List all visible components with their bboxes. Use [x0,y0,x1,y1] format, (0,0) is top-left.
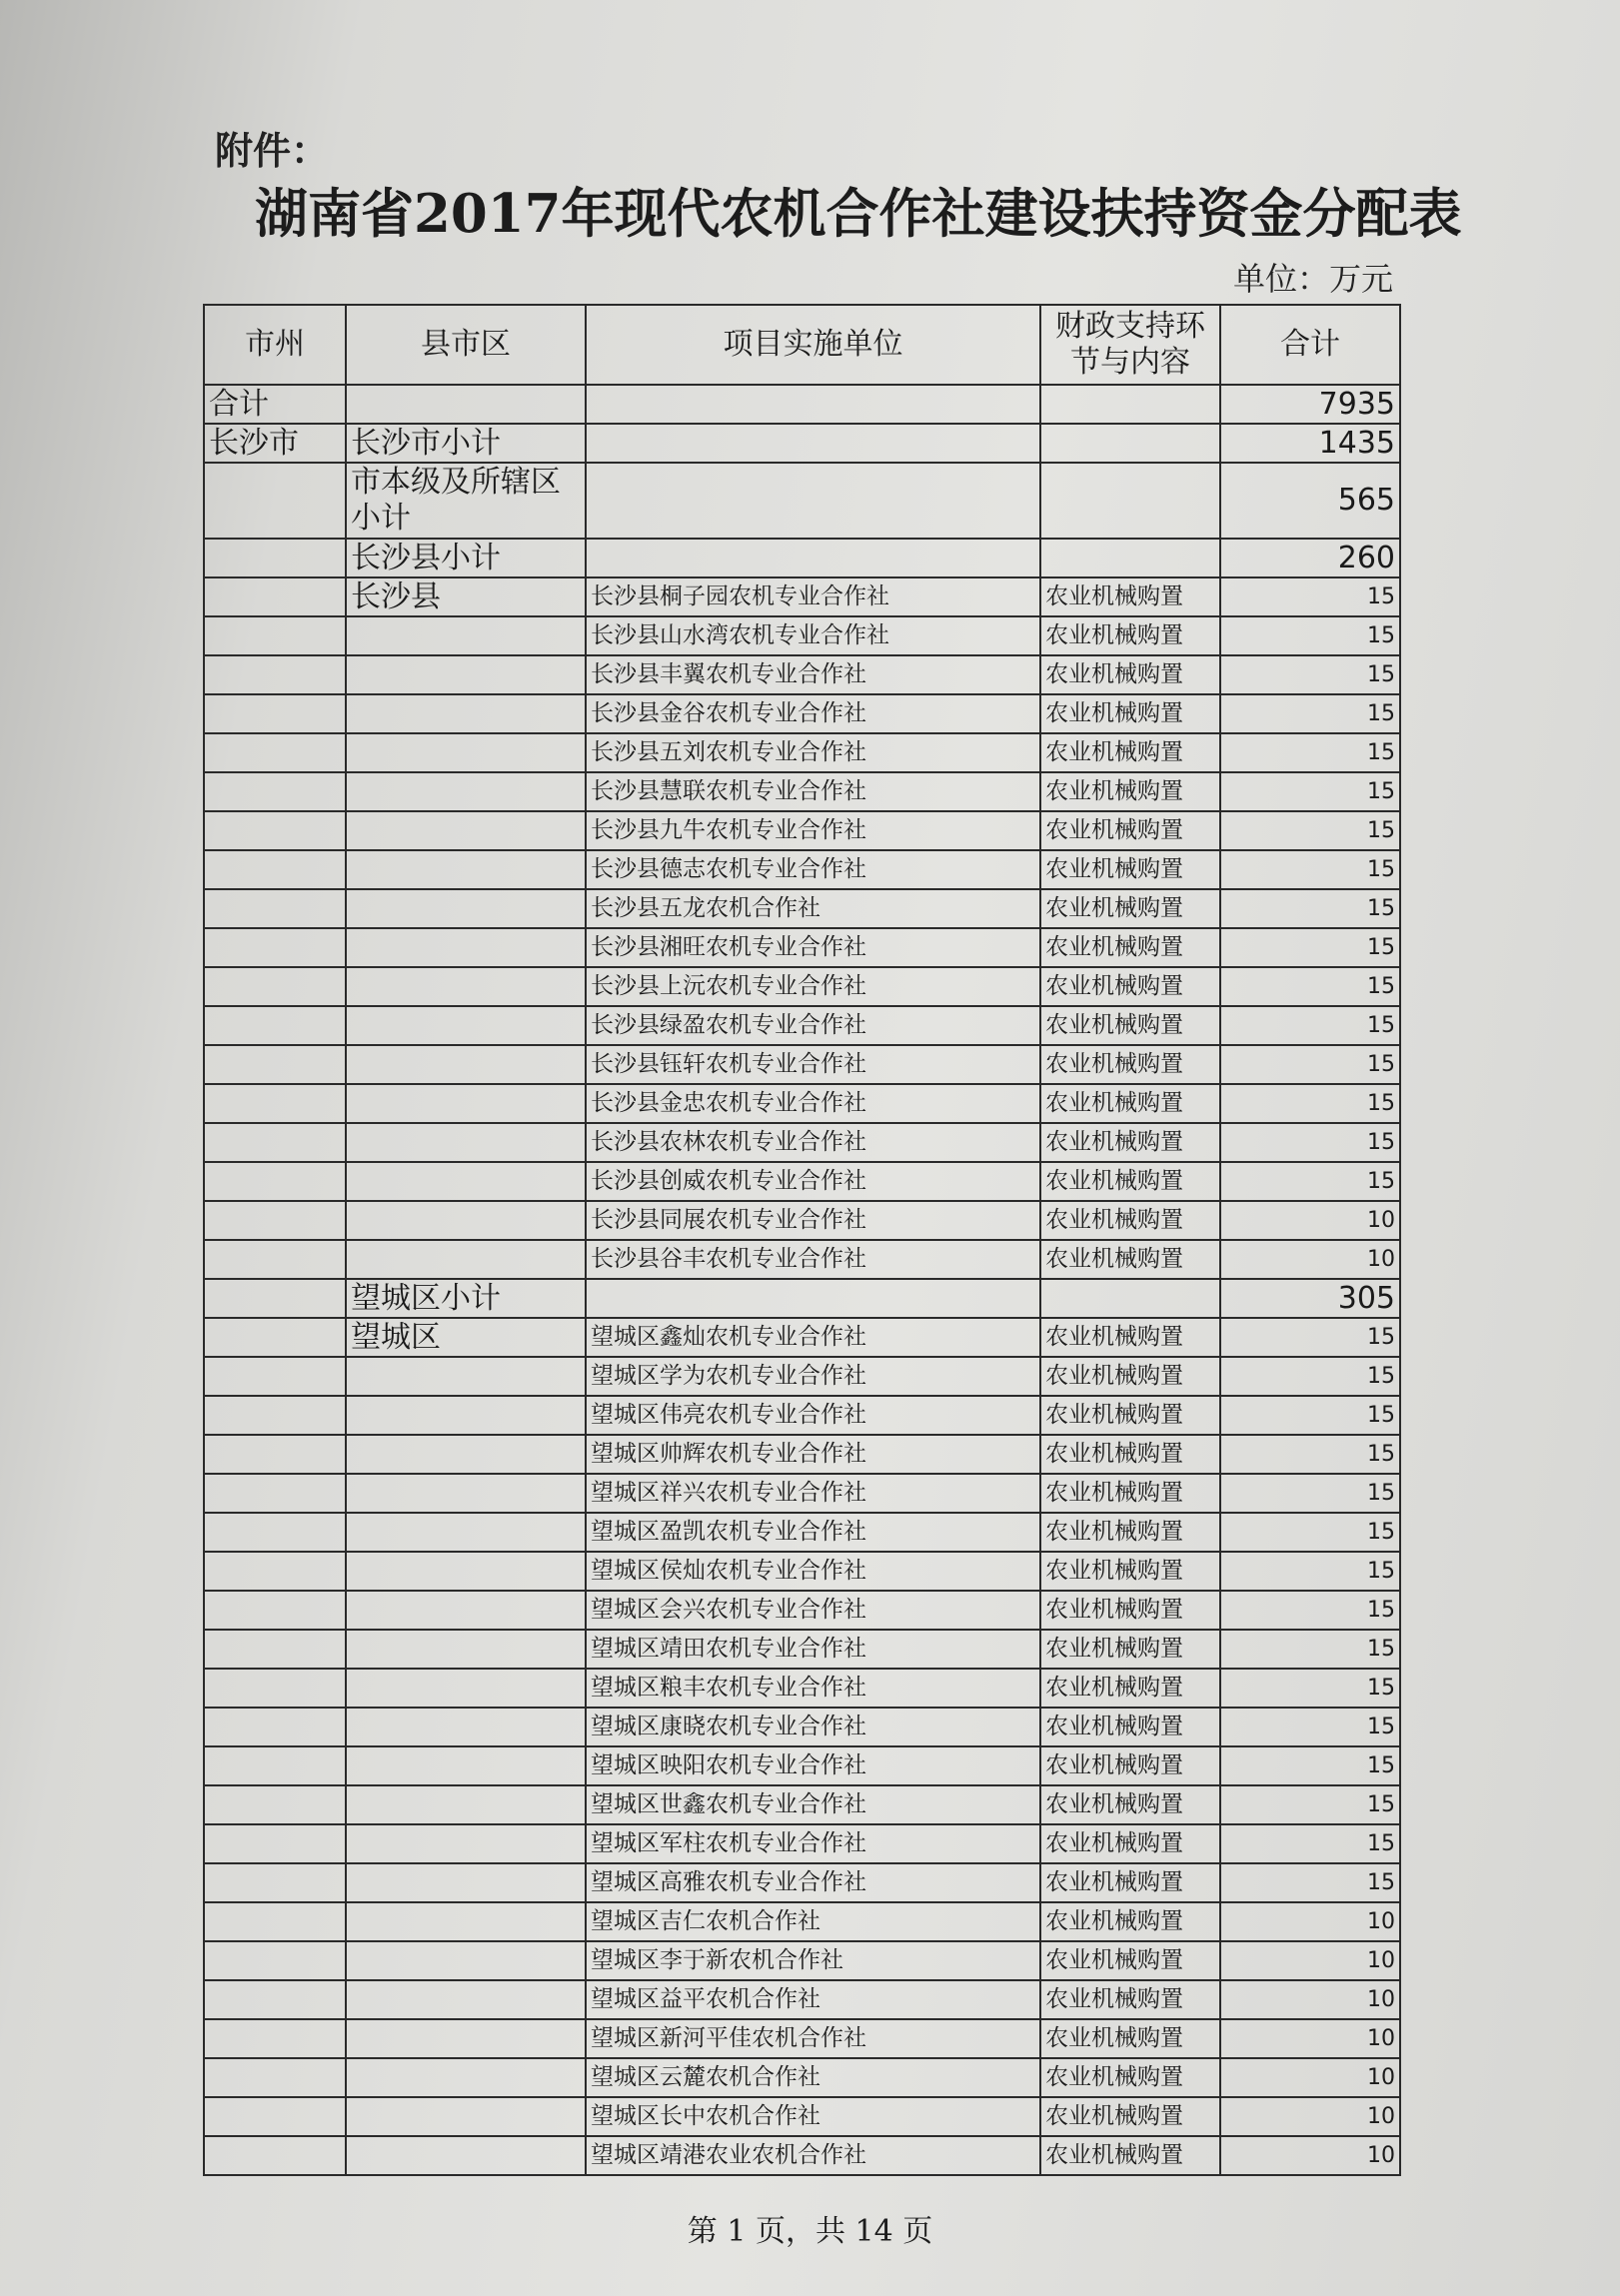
table-row [204,2019,1400,2058]
amount: 15 [1220,733,1400,772]
table-row [204,1669,1400,1708]
empty-cell [204,1474,346,1513]
amount: 15 [1220,577,1400,616]
empty-cell [204,1863,346,1902]
amount: 15 [1220,1084,1400,1123]
unit-name: 长沙县慧联农机专业合作社 [586,772,1040,811]
unit-name: 长沙县九牛农机专业合作社 [586,811,1040,850]
empty-cell [346,2136,586,2175]
support-content: 农业机械购置 [1040,1630,1220,1669]
empty-cell [346,1552,586,1591]
empty-cell [204,655,346,694]
empty-cell [204,850,346,889]
unit-name: 望城区盈凯农机专业合作社 [586,1513,1040,1552]
support-content: 农业机械购置 [1040,1045,1220,1084]
unit-name: 望城区靖田农机专业合作社 [586,1630,1040,1669]
empty-cell [346,1435,586,1474]
amount: 10 [1220,1201,1400,1240]
amount: 15 [1220,850,1400,889]
table-row [204,2136,1400,2175]
empty-cell [346,1201,586,1240]
unit-name: 望城区粮丰农机专业合作社 [586,1669,1040,1708]
city-subtotal-label: 长沙市小计 [346,424,586,463]
unit-name: 长沙县五刘农机专业合作社 [586,733,1040,772]
table-header-row [204,305,1400,385]
unit-name: 长沙县钰轩农机专业合作社 [586,1045,1040,1084]
attachment-label: 附件： [215,129,330,173]
empty-cell [204,616,346,655]
table-row [204,616,1400,655]
empty-cell [204,928,346,967]
amount: 10 [1220,1980,1400,2019]
support-content: 农业机械购置 [1040,2097,1220,2136]
unit-name: 长沙县金谷农机专业合作社 [586,694,1040,733]
support-content: 农业机械购置 [1040,1474,1220,1513]
empty-cell [204,1318,346,1357]
unit-name: 望城区吉仁农机合作社 [586,1902,1040,1941]
amount: 15 [1220,1357,1400,1396]
unit-name: 望城区云麓农机合作社 [586,2058,1040,2097]
amount: 15 [1220,1006,1400,1045]
empty-cell [346,1162,586,1201]
empty-cell [204,1785,346,1824]
empty-cell [346,1863,586,1902]
municipal-subtotal-row [204,463,1400,539]
empty-cell [586,539,1040,577]
empty-cell [204,1902,346,1941]
unit-name: 望城区世鑫农机专业合作社 [586,1785,1040,1824]
header-city: 市州 [204,305,346,385]
amount: 15 [1220,928,1400,967]
table-row [204,2058,1400,2097]
empty-cell [346,1941,586,1980]
table-row [204,1863,1400,1902]
header-content: 财政支持环节与内容 [1040,305,1220,385]
support-content: 农业机械购置 [1040,1863,1220,1902]
empty-cell [586,424,1040,463]
county-subtotal-label: 长沙县小计 [346,539,586,577]
empty-cell [346,1630,586,1669]
amount: 15 [1220,1162,1400,1201]
amount: 15 [1220,1785,1400,1824]
table-body [204,385,1400,2175]
amount: 10 [1220,2019,1400,2058]
amount: 15 [1220,1435,1400,1474]
unit-name: 长沙县金忠农机专业合作社 [586,1084,1040,1123]
empty-cell [346,1902,586,1941]
empty-cell [346,811,586,850]
unit-name: 长沙县山水湾农机专业合作社 [586,616,1040,655]
amount: 15 [1220,1474,1400,1513]
empty-cell [204,1630,346,1669]
grand-total-label: 合计 [204,385,346,424]
support-content: 农业机械购置 [1040,1513,1220,1552]
table-row [204,1474,1400,1513]
empty-cell [204,772,346,811]
table-row [204,1240,1400,1279]
empty-cell [204,1162,346,1201]
amount: 15 [1220,1708,1400,1746]
unit-name: 望城区军柱农机专业合作社 [586,1824,1040,1863]
empty-cell [204,577,346,616]
table-row [204,967,1400,1006]
table-row [204,1201,1400,1240]
unit-name: 望城区高雅农机专业合作社 [586,1863,1040,1902]
support-content: 农业机械购置 [1040,733,1220,772]
county-subtotal-row [204,539,1400,577]
empty-cell [586,385,1040,424]
amount: 15 [1220,1552,1400,1591]
support-content: 农业机械购置 [1040,1902,1220,1941]
table-row [204,655,1400,694]
empty-cell [204,1240,346,1279]
unit-name: 长沙县创威农机专业合作社 [586,1162,1040,1201]
empty-cell [204,1201,346,1240]
amount: 15 [1220,694,1400,733]
table-row [204,1318,1400,1357]
support-content: 农业机械购置 [1040,1318,1220,1357]
table-row [204,694,1400,733]
unit-name: 长沙县上沅农机专业合作社 [586,967,1040,1006]
page-footer: 第 1 页，共 14 页 [687,2214,933,2249]
amount: 10 [1220,2136,1400,2175]
table-row [204,1396,1400,1435]
support-content: 农业机械购置 [1040,1552,1220,1591]
table-row [204,1084,1400,1123]
empty-cell [346,616,586,655]
empty-cell [346,1240,586,1279]
empty-cell [204,694,346,733]
support-content: 农业机械购置 [1040,655,1220,694]
empty-cell [204,1708,346,1746]
unit-name: 望城区学为农机专业合作社 [586,1357,1040,1396]
empty-cell [1040,463,1220,539]
support-content: 农业机械购置 [1040,1084,1220,1123]
empty-cell [204,2019,346,2058]
unit-name: 长沙县农林农机专业合作社 [586,1123,1040,1162]
empty-cell [346,1708,586,1746]
empty-cell [346,967,586,1006]
empty-cell [204,1435,346,1474]
header-county: 县市区 [346,305,586,385]
support-content: 农业机械购置 [1040,1240,1220,1279]
empty-cell [346,694,586,733]
empty-cell [586,463,1040,539]
table-row [204,1123,1400,1162]
empty-cell [204,1084,346,1123]
amount: 15 [1220,655,1400,694]
empty-cell [1040,424,1220,463]
table-row [204,1902,1400,1941]
amount: 15 [1220,1630,1400,1669]
unit-name: 长沙县五龙农机合作社 [586,889,1040,928]
amount: 15 [1220,772,1400,811]
empty-cell [204,1045,346,1084]
empty-cell [346,928,586,967]
support-content: 农业机械购置 [1040,1006,1220,1045]
support-content: 农业机械购置 [1040,1941,1220,1980]
unit-name: 望城区映阳农机专业合作社 [586,1746,1040,1785]
table-row [204,889,1400,928]
empty-cell [346,1513,586,1552]
unit-name: 长沙县丰翼农机专业合作社 [586,655,1040,694]
county-subtotal-row [204,1279,1400,1318]
table-row [204,1941,1400,1980]
municipal-subtotal-label: 市本级及所辖区小计 [346,463,586,539]
support-content: 农业机械购置 [1040,889,1220,928]
empty-cell [204,1513,346,1552]
empty-cell [346,733,586,772]
amount: 15 [1220,1863,1400,1902]
unit-name: 长沙县同展农机专业合作社 [586,1201,1040,1240]
unit-name: 长沙县德志农机专业合作社 [586,850,1040,889]
empty-cell [346,1591,586,1630]
empty-cell [346,889,586,928]
empty-cell [204,1279,346,1318]
empty-cell [1040,539,1220,577]
empty-cell [204,967,346,1006]
empty-cell [204,1941,346,1980]
support-content: 农业机械购置 [1040,850,1220,889]
empty-cell [204,1591,346,1630]
empty-cell [346,2058,586,2097]
support-content: 农业机械购置 [1040,1669,1220,1708]
empty-cell [204,1006,346,1045]
amount: 10 [1220,1902,1400,1941]
unit-name: 长沙县桐子园农机专业合作社 [586,577,1040,616]
empty-cell [346,772,586,811]
grand-total-row [204,385,1400,424]
support-content: 农业机械购置 [1040,1357,1220,1396]
unit-label: 单位：万元 [1232,260,1393,298]
table-row [204,1630,1400,1669]
municipal-subtotal-value: 565 [1220,463,1400,539]
amount: 10 [1220,1240,1400,1279]
empty-cell [346,1669,586,1708]
unit-name: 长沙县绿盈农机专业合作社 [586,1006,1040,1045]
support-content: 农业机械购置 [1040,1435,1220,1474]
unit-name: 望城区会兴农机专业合作社 [586,1591,1040,1630]
header-total: 合计 [1220,305,1400,385]
amount: 15 [1220,1746,1400,1785]
table-row [204,1045,1400,1084]
unit-name: 望城区新河平佳农机合作社 [586,2019,1040,2058]
empty-cell [346,850,586,889]
support-content: 农业机械购置 [1040,1201,1220,1240]
unit-name: 望城区益平农机合作社 [586,1980,1040,2019]
unit-name: 望城区祥兴农机专业合作社 [586,1474,1040,1513]
support-content: 农业机械购置 [1040,2019,1220,2058]
unit-name: 长沙县湘旺农机专业合作社 [586,928,1040,967]
support-content: 农业机械购置 [1040,811,1220,850]
support-content: 农业机械购置 [1040,1708,1220,1746]
amount: 15 [1220,1824,1400,1863]
city-subtotal-row [204,424,1400,463]
table-row [204,733,1400,772]
empty-cell [204,2058,346,2097]
city-subtotal-value: 1435 [1220,424,1400,463]
empty-cell [346,1396,586,1435]
amount: 15 [1220,1396,1400,1435]
amount: 15 [1220,1123,1400,1162]
table-row [204,1357,1400,1396]
county-name: 望城区 [346,1318,586,1357]
county-subtotal-value: 305 [1220,1279,1400,1318]
table-row [204,928,1400,967]
amount: 15 [1220,1513,1400,1552]
support-content: 农业机械购置 [1040,772,1220,811]
empty-cell [346,1474,586,1513]
unit-name: 望城区康晓农机专业合作社 [586,1708,1040,1746]
county-subtotal-value: 260 [1220,539,1400,577]
empty-cell [346,2019,586,2058]
county-subtotal-label: 望城区小计 [346,1279,586,1318]
table-row [204,1824,1400,1863]
table-row [204,2097,1400,2136]
unit-name: 望城区长中农机合作社 [586,2097,1040,2136]
support-content: 农业机械购置 [1040,1396,1220,1435]
table-row [204,850,1400,889]
table-row [204,1746,1400,1785]
city-name: 长沙市 [204,424,346,463]
support-content: 农业机械购置 [1040,1785,1220,1824]
empty-cell [204,733,346,772]
empty-cell [204,1746,346,1785]
county-name: 长沙县 [346,577,586,616]
empty-cell [346,1123,586,1162]
amount: 10 [1220,2058,1400,2097]
amount: 10 [1220,1941,1400,1980]
amount: 15 [1220,1318,1400,1357]
amount: 15 [1220,811,1400,850]
empty-cell [586,1279,1040,1318]
table-row [204,811,1400,850]
amount: 15 [1220,1669,1400,1708]
support-content: 农业机械购置 [1040,928,1220,967]
empty-cell [346,1980,586,2019]
empty-cell [346,1006,586,1045]
empty-cell [346,2097,586,2136]
amount: 15 [1220,1045,1400,1084]
table-row [204,1980,1400,2019]
table-row [204,1552,1400,1591]
grand-total-value: 7935 [1220,385,1400,424]
unit-name: 望城区侯灿农机专业合作社 [586,1552,1040,1591]
empty-cell [346,1084,586,1123]
support-content: 农业机械购置 [1040,1162,1220,1201]
table-row [204,577,1400,616]
amount: 15 [1220,1591,1400,1630]
empty-cell [204,2136,346,2175]
unit-name: 长沙县谷丰农机专业合作社 [586,1240,1040,1279]
table-row [204,772,1400,811]
allocation-table [203,304,1401,2176]
amount: 15 [1220,616,1400,655]
empty-cell [346,385,586,424]
empty-cell [204,1123,346,1162]
empty-cell [346,1045,586,1084]
amount: 10 [1220,2097,1400,2136]
empty-cell [346,1746,586,1785]
unit-name: 望城区鑫灿农机专业合作社 [586,1318,1040,1357]
unit-name: 望城区帅辉农机专业合作社 [586,1435,1040,1474]
empty-cell [346,1357,586,1396]
empty-cell [1040,1279,1220,1318]
support-content: 农业机械购置 [1040,1824,1220,1863]
support-content: 农业机械购置 [1040,2058,1220,2097]
header-unit: 项目实施单位 [586,305,1040,385]
table-row [204,1785,1400,1824]
table-row [204,1162,1400,1201]
empty-cell [204,889,346,928]
empty-cell [346,1824,586,1863]
table-row [204,1513,1400,1552]
empty-cell [204,463,346,539]
table-row [204,1435,1400,1474]
empty-cell [204,1980,346,2019]
table-row [204,1708,1400,1746]
support-content: 农业机械购置 [1040,616,1220,655]
support-content: 农业机械购置 [1040,2136,1220,2175]
empty-cell [346,655,586,694]
table-row [204,1591,1400,1630]
empty-cell [204,811,346,850]
unit-name: 望城区李于新农机合作社 [586,1941,1040,1980]
empty-cell [346,1785,586,1824]
support-content: 农业机械购置 [1040,967,1220,1006]
empty-cell [1040,385,1220,424]
support-content: 农业机械购置 [1040,577,1220,616]
empty-cell [204,2097,346,2136]
empty-cell [204,1357,346,1396]
unit-name: 望城区靖港农业农机合作社 [586,2136,1040,2175]
empty-cell [204,1396,346,1435]
amount: 15 [1220,889,1400,928]
table-row [204,1006,1400,1045]
empty-cell [204,539,346,577]
support-content: 农业机械购置 [1040,1123,1220,1162]
support-content: 农业机械购置 [1040,1746,1220,1785]
amount: 15 [1220,967,1400,1006]
support-content: 农业机械购置 [1040,1980,1220,2019]
empty-cell [204,1669,346,1708]
page-title: 湖南省2017年现代农机合作社建设扶持资金分配表 [255,183,1462,245]
support-content: 农业机械购置 [1040,1591,1220,1630]
empty-cell [204,1824,346,1863]
support-content: 农业机械购置 [1040,694,1220,733]
unit-name: 望城区伟亮农机专业合作社 [586,1396,1040,1435]
empty-cell [204,1552,346,1591]
